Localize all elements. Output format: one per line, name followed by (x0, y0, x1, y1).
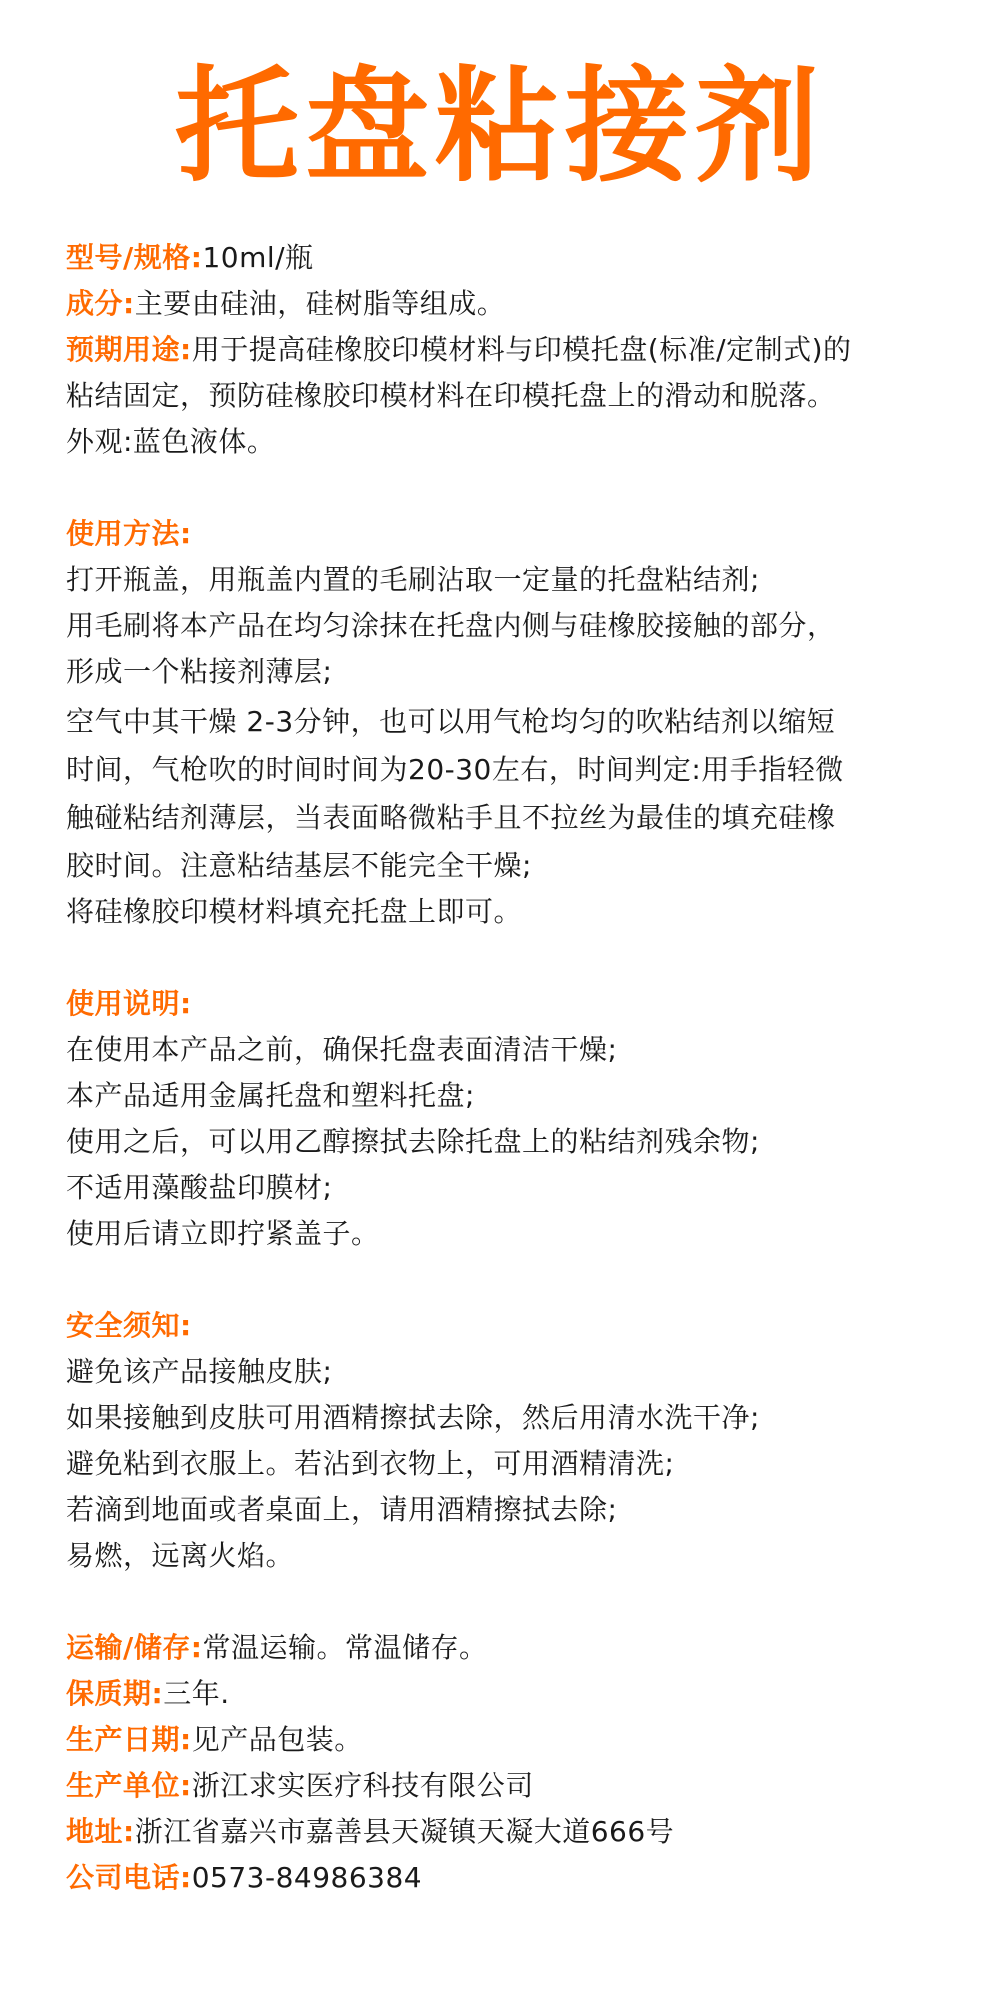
usage-method-line: 将硅橡胶印模材料填充托盘上即可。 (66, 895, 523, 928)
shelf-life-line (66, 1674, 230, 1714)
usage-method-line: 打开瓶盖，用瓶盖内置的毛刷沾取一定量的托盘粘结剂; (66, 563, 760, 596)
production-date-line (66, 1720, 363, 1760)
intended-use-continuation (66, 376, 836, 416)
shelf-life-label: 保质期: (66, 1677, 164, 1710)
transport-storage-line (66, 1628, 487, 1668)
company-phone-line (66, 1858, 422, 1898)
safety-line: 若滴到地面或者桌面上，请用酒精擦拭去除; (66, 1493, 618, 1526)
page-title: 托盘粘接剂 (174, 55, 825, 199)
production-date-label: 生产日期: (66, 1723, 192, 1756)
usage-method-heading: 使用方法: (66, 517, 192, 550)
appearance-text: 外观:蓝色液体。 (66, 425, 276, 458)
usage-notes-line: 不适用藻酸盐印膜材; (66, 1171, 333, 1204)
usage-method-line: 空气中其干燥 2-3分钟，也可以用气枪均匀的吹粘结剂以缩短 (66, 705, 836, 738)
safety-line: 避免粘到衣服上。若沾到衣物上，可用酒精清洗; (66, 1447, 675, 1480)
address-label: 地址: (66, 1815, 135, 1848)
spec-line (66, 238, 314, 278)
usage-method-line: 触碰粘结剂薄层，当表面略微粘手且不拉丝为最佳的填充硅橡 (66, 801, 836, 834)
manufacturer-label: 生产单位: (66, 1769, 192, 1802)
safety-line: 如果接触到皮肤可用酒精擦拭去除，然后用清水洗干净; (66, 1401, 760, 1434)
shelf-life-value: 三年. (163, 1677, 230, 1710)
usage-notes-line: 本产品适用金属托盘和塑料托盘; (66, 1079, 475, 1112)
spec-label: 型号/规格: (66, 241, 203, 274)
intended-use-continuation-text: 粘结固定，预防硅橡胶印模材料在印模托盘上的滑动和脱落。 (66, 379, 836, 412)
usage-notes-heading: 使用说明: (66, 987, 192, 1020)
usage-method-line: 形成一个粘接剂薄层; (66, 655, 333, 688)
manufacturer-value: 浙江求实医疗科技有限公司 (191, 1769, 534, 1802)
transport-storage-label: 运输/储存: (66, 1631, 203, 1664)
intended-use-value: 用于提高硅橡胶印模材料与印模托盘(标准/定制式)的 (191, 333, 852, 366)
safety-heading: 安全须知: (66, 1309, 192, 1342)
transport-storage-value: 常温运输。常温储存。 (202, 1631, 488, 1664)
appearance-line (66, 422, 275, 462)
usage-method-line: 时间，气枪吹的时间时间为20-30左右，时间判定:用手指轻微 (66, 753, 844, 786)
spec-value: 10ml/瓶 (202, 241, 314, 274)
usage-method-line: 胶时间。注意粘结基层不能完全干燥; (66, 849, 532, 882)
company-phone-label: 公司电话: (66, 1861, 192, 1894)
composition-line (66, 284, 505, 324)
composition-label: 成分: (66, 287, 135, 320)
address-line (66, 1812, 674, 1852)
safety-line: 避免该产品接触皮肤; (66, 1355, 333, 1388)
manufacturer-line (66, 1766, 534, 1806)
usage-notes-line: 在使用本产品之前，确保托盘表面清洁干燥; (66, 1033, 618, 1066)
usage-method-line: 用毛刷将本产品在均匀涂抹在托盘内侧与硅橡胶接触的部分， (66, 609, 836, 642)
composition-value: 主要由硅油，硅树脂等组成。 (134, 287, 506, 320)
intended-use-line (66, 330, 852, 370)
usage-notes-line: 使用后请立即拧紧盖子。 (66, 1217, 380, 1250)
safety-line: 易燃，远离火焰。 (66, 1539, 295, 1572)
intended-use-label: 预期用途: (66, 333, 192, 366)
production-date-value: 见产品包装。 (191, 1723, 363, 1756)
usage-notes-line: 使用之后，可以用乙醇擦拭去除托盘上的粘结剂残余物; (66, 1125, 760, 1158)
address-value: 浙江省嘉兴市嘉善县天凝镇天凝大道666号 (134, 1815, 675, 1848)
company-phone-value: 0573-84986384 (191, 1861, 423, 1894)
